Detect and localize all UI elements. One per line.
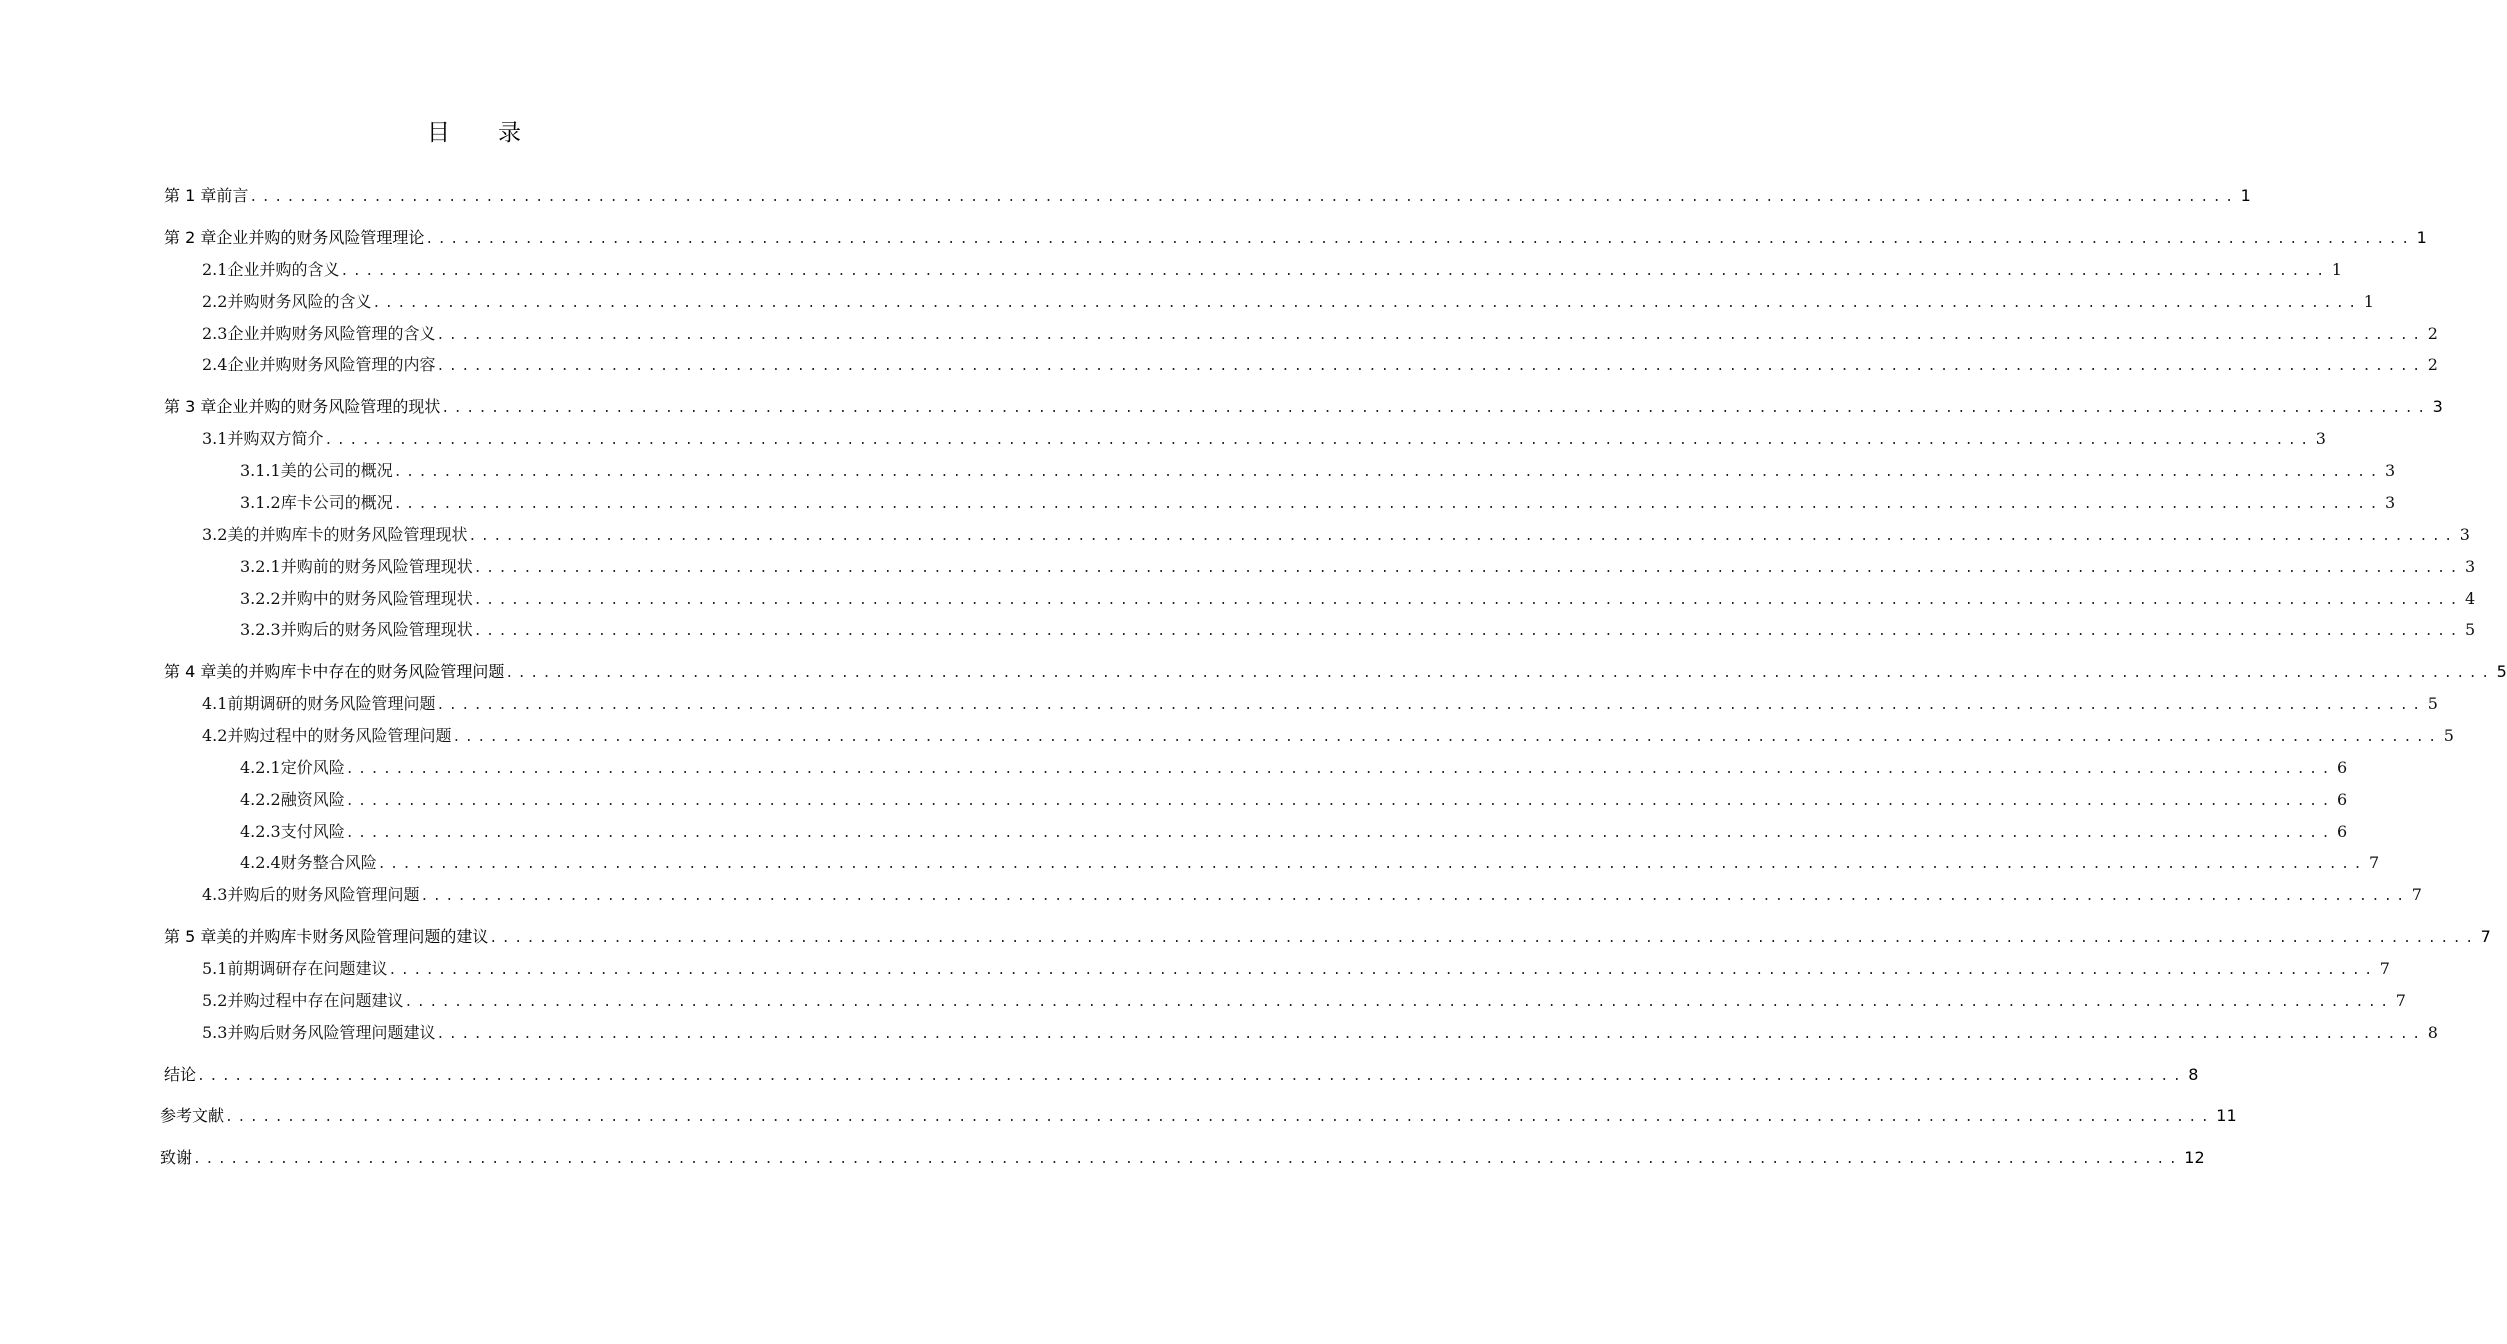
toc-entry[interactable] — [240, 850, 2380, 876]
toc-dot-leader: ................................................................................................................................................................ — [393, 465, 2382, 480]
toc-title-char-2: 录 — [498, 120, 523, 146]
toc-entry[interactable] — [202, 882, 2422, 908]
toc-entry-number: 5.2 — [202, 991, 228, 1010]
toc-entry-page: 7 — [2395, 991, 2406, 1010]
toc-entry[interactable] — [240, 787, 2348, 813]
toc-entry[interactable] — [202, 352, 2438, 378]
toc-entry-number: 3.1.2 — [240, 493, 281, 512]
toc-dot-leader: ................................................................................................................................................................ — [404, 995, 2393, 1010]
toc-dot-leader: ................................................................................................................................................................ — [436, 328, 2425, 343]
toc-entry-number: 4.2.3 — [240, 822, 281, 841]
toc-entry-number: 4.1 — [202, 694, 228, 713]
toc-entry-page: 3 — [2459, 525, 2470, 544]
toc-dot-leader: ................................................................................................................................................................ — [345, 794, 2334, 809]
toc-entry[interactable] — [240, 755, 2348, 781]
toc-entry-number: 3.2.3 — [240, 620, 281, 639]
toc-entry-number: 4.2.1 — [240, 758, 281, 777]
toc-entry-number: 2.1 — [202, 260, 228, 279]
toc-dot-leader: ................................................................................................................................................................ — [468, 529, 2457, 544]
toc-dot-leader: ................................................................................................................................................................ — [441, 401, 2430, 416]
toc-entry-number: 第 2 章 — [164, 228, 217, 247]
toc-entry[interactable] — [202, 321, 2438, 347]
toc-entry-title: 致谢 — [160, 1148, 193, 1167]
toc-entry[interactable] — [164, 659, 2507, 685]
toc-entry-number: 5.1 — [202, 959, 228, 978]
toc-entry-page: 2 — [2427, 355, 2438, 374]
toc-entry-page: 5 — [2443, 726, 2454, 745]
toc-entry-number: 3.2.1 — [240, 557, 281, 576]
toc-entry-page: 1 — [2416, 228, 2427, 247]
toc-entry-page: 8 — [2427, 1023, 2438, 1042]
toc-entry[interactable] — [240, 554, 2476, 580]
toc-entry-page: 3 — [2432, 397, 2443, 416]
toc-entry[interactable] — [240, 458, 2396, 484]
toc-entry-title: 结论 — [164, 1065, 197, 1084]
toc-entry-page: 2 — [2427, 324, 2438, 343]
toc-entry-page: 6 — [2337, 822, 2348, 841]
toc-entry-number: 2.3 — [202, 324, 228, 343]
toc-entry-title: 前期调研存在问题建议 — [227, 959, 388, 978]
toc-entry-title: 并购过程中存在问题建议 — [227, 991, 404, 1010]
toc-dot-leader: ................................................................................................................................................................ — [197, 1069, 2186, 1084]
toc-entry[interactable] — [164, 1062, 2199, 1088]
toc-entry-number: 第 3 章 — [164, 397, 217, 416]
toc-entry-number: 4.2.4 — [240, 853, 281, 872]
toc-dot-leader: ................................................................................................................................................................ — [249, 190, 2238, 205]
toc-entry-number: 2.4 — [202, 355, 228, 374]
toc-dot-leader: ................................................................................................................................................................ — [473, 561, 2462, 576]
toc-entry-page: 5 — [2427, 694, 2438, 713]
toc-entry-page: 3 — [2385, 493, 2396, 512]
toc-entry-title: 并购财务风险的含义 — [227, 292, 372, 311]
toc-dot-leader: ................................................................................................................................................................ — [436, 698, 2425, 713]
toc-entry-page: 8 — [2188, 1065, 2199, 1084]
toc-dot-leader: ................................................................................................................................................................ — [452, 730, 2441, 745]
toc-dot-leader: ................................................................................................................................................................ — [340, 264, 2329, 279]
toc-entry-number: 5.3 — [202, 1023, 228, 1042]
toc-entry-number: 3.1.1 — [240, 461, 281, 480]
toc-entry-title: 美的并购库卡财务风险管理问题的建议 — [216, 927, 489, 946]
toc-entry-title: 企业并购的财务风险管理的现状 — [216, 397, 441, 416]
toc-dot-leader: ................................................................................................................................................................ — [388, 963, 2377, 978]
toc-entry[interactable] — [202, 522, 2470, 548]
toc-entry[interactable] — [202, 426, 2326, 452]
toc-entry-title: 并购中的财务风险管理现状 — [280, 589, 473, 608]
toc-entry-title: 参考文献 — [160, 1106, 225, 1125]
toc-dot-leader: ................................................................................................................................................................ — [473, 593, 2462, 608]
toc-dot-leader: ................................................................................................................................................................ — [420, 889, 2409, 904]
toc-entry-number: 4.2 — [202, 726, 228, 745]
toc-entry-page: 3 — [2385, 461, 2396, 480]
toc-entry-title: 并购后的财务风险管理问题 — [227, 885, 420, 904]
toc-entry[interactable] — [202, 956, 2390, 982]
toc-entry-title: 并购双方简介 — [227, 429, 324, 448]
toc-entry[interactable] — [240, 617, 2476, 643]
toc-entry[interactable] — [202, 1020, 2438, 1046]
toc-entry-title: 企业并购的财务风险管理理论 — [216, 228, 425, 247]
toc-dot-leader: ................................................................................................................................................................ — [345, 762, 2334, 777]
toc-entry-title: 前言 — [216, 186, 249, 205]
toc-dot-leader: ................................................................................................................................................................ — [436, 1027, 2425, 1042]
toc-entry[interactable] — [240, 586, 2476, 612]
toc-entry[interactable] — [240, 490, 2396, 516]
toc-entry-number: 2.2 — [202, 292, 228, 311]
toc-entry-page: 7 — [2379, 959, 2390, 978]
toc-entry[interactable] — [160, 1103, 2237, 1129]
toc-entry-page: 1 — [2331, 260, 2342, 279]
toc-entry-number: 第 5 章 — [164, 927, 217, 946]
toc-entry-title: 财务整合风险 — [280, 853, 377, 872]
toc-entry-title: 并购后的财务风险管理现状 — [280, 620, 473, 639]
toc-entry-title: 融资风险 — [280, 790, 345, 809]
toc-entry[interactable] — [202, 988, 2406, 1014]
toc-entry[interactable] — [164, 183, 2251, 209]
toc-entry-page: 7 — [2480, 927, 2491, 946]
toc-dot-leader: ................................................................................................................................................................ — [324, 433, 2313, 448]
toc-entry[interactable] — [160, 1145, 2205, 1171]
toc-entry-number: 3.1 — [202, 429, 228, 448]
toc-entry[interactable] — [240, 819, 2348, 845]
toc-entry-page: 6 — [2337, 790, 2348, 809]
toc-entry[interactable] — [202, 289, 2374, 315]
toc-entry-number: 3.2.2 — [240, 589, 281, 608]
toc-entry-page: 5 — [2496, 662, 2507, 681]
toc-entry-page: 1 — [2363, 292, 2374, 311]
toc-entry-title: 并购前的财务风险管理现状 — [280, 557, 473, 576]
toc-entry-number: 4.3 — [202, 885, 228, 904]
toc-entry-title: 美的公司的概况 — [280, 461, 393, 480]
toc-entry-number: 4.2.2 — [240, 790, 281, 809]
toc-dot-leader: ................................................................................................................................................................ — [505, 666, 2494, 681]
toc-entry-title: 前期调研的财务风险管理问题 — [227, 694, 436, 713]
toc-dot-leader: ................................................................................................................................................................ — [436, 359, 2425, 374]
toc-entry-number: 第 1 章 — [164, 186, 217, 205]
toc-entry[interactable] — [164, 394, 2443, 420]
toc-entry-title: 支付风险 — [280, 822, 345, 841]
toc-entry-page: 4 — [2465, 589, 2476, 608]
toc-entry[interactable] — [202, 257, 2342, 283]
toc-entry-title: 企业并购的含义 — [227, 260, 340, 279]
toc-dot-leader: ................................................................................................................................................................ — [377, 857, 2366, 872]
toc-entry[interactable] — [164, 924, 2491, 950]
toc-entry-page: 7 — [2411, 885, 2422, 904]
toc-dot-leader: ................................................................................................................................................................ — [425, 232, 2414, 247]
toc-dot-leader: ................................................................................................................................................................ — [489, 931, 2478, 946]
toc-dot-leader: ................................................................................................................................................................ — [473, 624, 2462, 639]
toc-entry-title: 美的并购库卡的财务风险管理现状 — [227, 525, 468, 544]
toc-dot-leader: ................................................................................................................................................................ — [193, 1152, 2182, 1167]
toc-entry[interactable] — [202, 723, 2454, 749]
toc-dot-leader: ................................................................................................................................................................ — [345, 826, 2334, 841]
toc-entry-title: 企业并购财务风险管理的含义 — [227, 324, 436, 343]
toc-entry-page: 7 — [2369, 853, 2380, 872]
toc-entry-page: 11 — [2216, 1106, 2237, 1125]
toc-entry-page: 1 — [2240, 186, 2251, 205]
toc-entry-page: 3 — [2315, 429, 2326, 448]
toc-dot-leader: ................................................................................................................................................................ — [393, 497, 2382, 512]
toc-title-char-1: 目 — [427, 120, 452, 146]
toc-dot-leader: ................................................................................................................................................................ — [372, 296, 2361, 311]
toc-entry-number: 第 4 章 — [164, 662, 217, 681]
toc-entry-title: 定价风险 — [280, 758, 345, 777]
toc-entry[interactable] — [164, 225, 2427, 251]
toc-entry-page: 6 — [2337, 758, 2348, 777]
toc-entry-number: 3.2 — [202, 525, 228, 544]
toc-entry-page: 12 — [2184, 1148, 2205, 1167]
toc-entry-title: 美的并购库卡中存在的财务风险管理问题 — [216, 662, 505, 681]
toc-entry-page: 3 — [2465, 557, 2476, 576]
toc-dot-leader: ................................................................................................................................................................ — [225, 1110, 2214, 1125]
toc-entry-title: 并购过程中的财务风险管理问题 — [227, 726, 452, 745]
toc-entry[interactable] — [202, 691, 2438, 717]
toc-entry-title: 库卡公司的概况 — [280, 493, 393, 512]
toc-entry-title: 并购后财务风险管理问题建议 — [227, 1023, 436, 1042]
toc-entry-title: 企业并购财务风险管理的内容 — [227, 355, 436, 374]
toc-entry-page: 5 — [2465, 620, 2476, 639]
